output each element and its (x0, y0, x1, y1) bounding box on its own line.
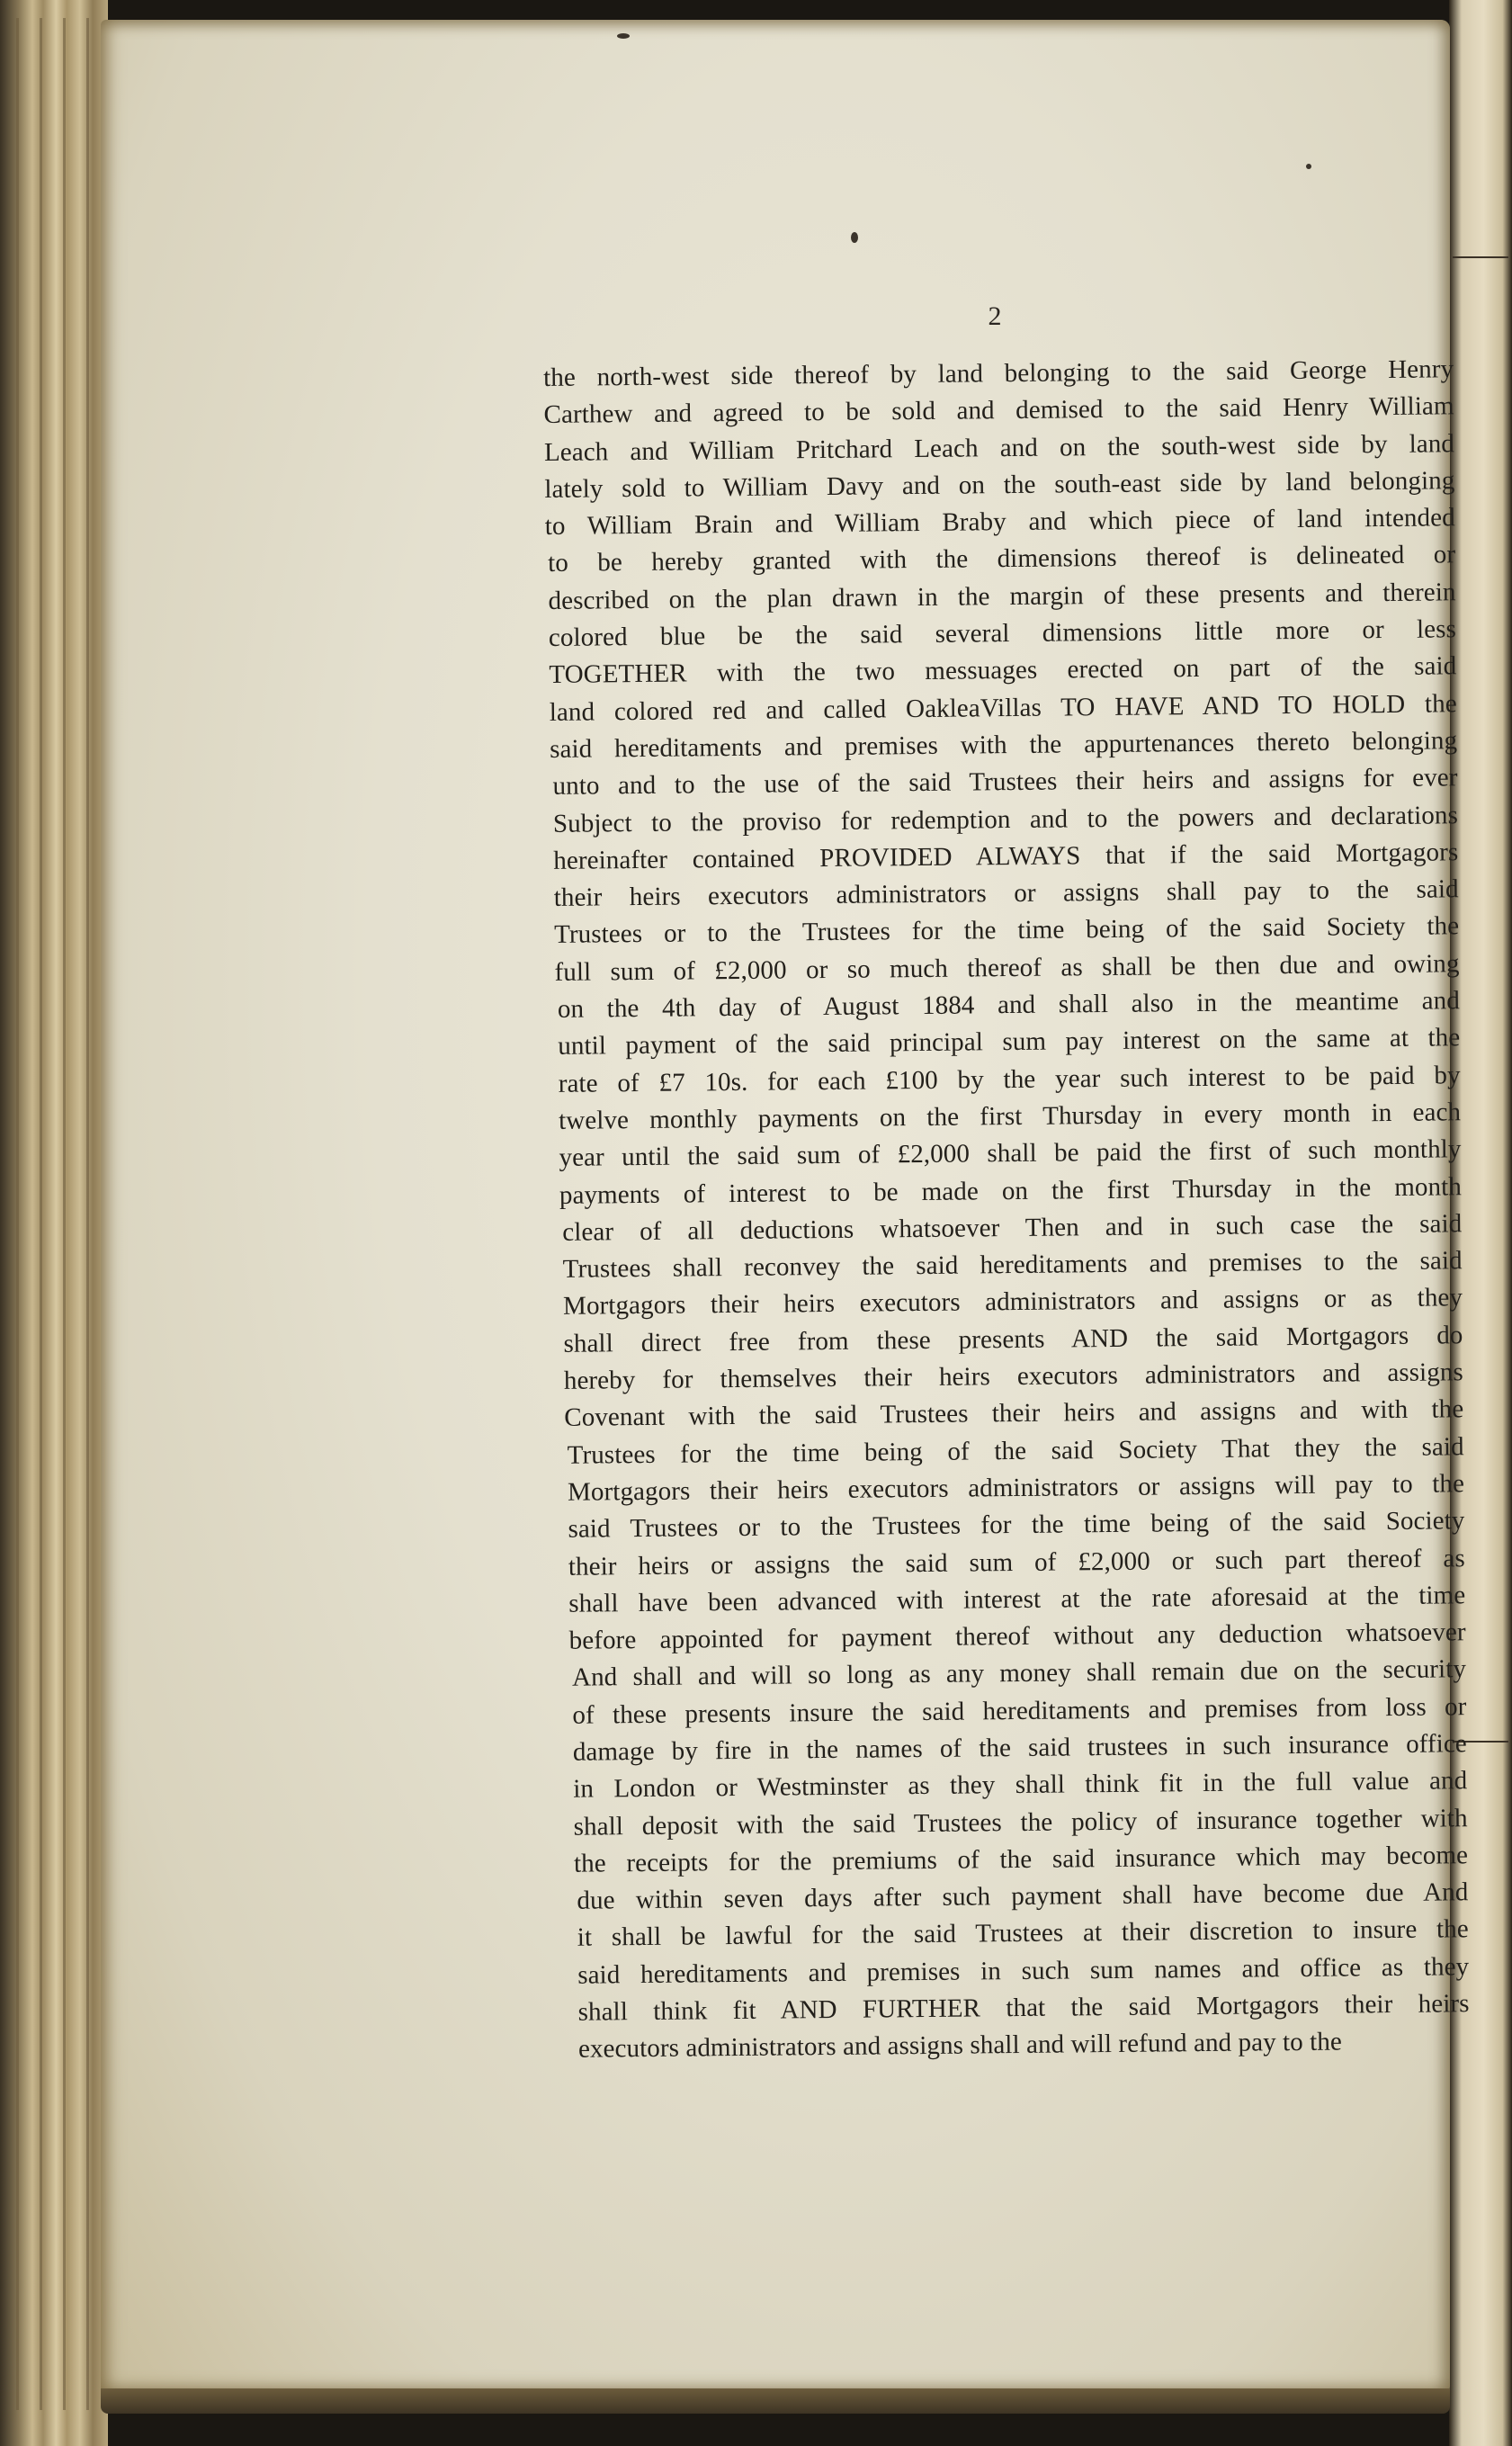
text-line: Trustees shall reconvey the said hereditaments and premises to the said (562, 1246, 1463, 1284)
text-line: Carthew and agreed to be sold and demised to the said Henry William (543, 391, 1454, 430)
text-line: shall deposit with the said Trustees the policy of insurance together with (573, 1803, 1468, 1841)
text-line: to William Brain and William Braby and which piece of land intended (544, 503, 1455, 542)
text-line: TOGETHER with the two messuages erected on part of the said (549, 651, 1457, 690)
text-line: lately sold to William Davy and on the south-east side by land belonging (544, 466, 1455, 504)
text-line: full sum of £2,000 or so much thereof as shall be then due and owing (554, 949, 1460, 987)
text-line: until payment of the said principal sum pay interest on the same at the (558, 1023, 1461, 1062)
ink-speck (1306, 164, 1311, 169)
text-line: before appointed for payment thereof without any deduction whatsoever (568, 1617, 1466, 1655)
page-bottom-edge (101, 2388, 1450, 2414)
deed-body-text (543, 351, 1470, 2068)
text-line: hereby for themselves their heirs executors administrators and assigns (563, 1357, 1464, 1395)
text-line: said hereditaments and premises with the appurtenances thereto belonging (550, 726, 1458, 764)
text-line: Trustees for the time being of the said Society That they the said (567, 1431, 1464, 1470)
book-binding (0, 0, 108, 2446)
text-line: unto and to the use of the said Trustees their heirs and assigns for ever (552, 763, 1458, 802)
text-line: of these presents insure the said hereditaments and premises from loss or (572, 1691, 1467, 1730)
text-line: year until the said sum of £2,000 shall be paid the first of such monthly (559, 1134, 1462, 1173)
text-line: described on the plan drawn in the margin of these presents and therein (548, 578, 1456, 615)
page-number: 2 (988, 301, 1002, 331)
text-line: to be hereby granted with the dimensions thereof is delineated or (548, 540, 1456, 578)
text-line: colored blue be the said several dimensions little more or less (548, 614, 1457, 653)
text-line: Trustees or to the Trustees for the time being of the said Society the (553, 911, 1460, 950)
text-line: Mortgagors their heirs executors administrators and assigns or as they (562, 1283, 1463, 1322)
text-line: the north-west side thereof by land belonging to the said George Henry (543, 354, 1454, 392)
text-line: Covenant with the said Trustees their heirs and assigns and with the (564, 1394, 1464, 1433)
text-line: Mortgagors their heirs executors administrators or assigns will pay to the (567, 1469, 1465, 1507)
text-line: twelve monthly payments on the first Thursday in every month in each (558, 1098, 1462, 1135)
page-edge (86, 18, 89, 2410)
ink-speck (851, 232, 858, 243)
text-line: rate of £7 10s. for each £100 by the year such interest to be paid by (558, 1060, 1461, 1098)
text-line: And shall and will so long as any money shall remain due on the security (571, 1654, 1467, 1693)
text-line: Subject to the proviso for redemption and to the powers and declarations (552, 800, 1459, 838)
text-line: it shall be lawful for the said Trustees at their discretion to insure the (577, 1914, 1469, 1953)
text-line: damage by fire in the names of the said trustees in such insurance office (572, 1729, 1467, 1767)
edge-mark (1453, 256, 1508, 258)
text-line: Leach and William Pritchard Leach and on the south-west side by land (543, 428, 1455, 467)
text-line: due within seven days after such payment shall have become due And (577, 1877, 1469, 1915)
text-line: the receipts for the premiums of the said insurance which may become (573, 1841, 1469, 1878)
text-line: on the 4th day of August 1884 and shall also in the meantime and (557, 986, 1461, 1024)
text-line: said Trustees or to the Trustees for the time being of the said Society (568, 1506, 1465, 1544)
page-edge (63, 18, 66, 2410)
text-line: clear of all deductions whatsoever Then and in such case the said (562, 1209, 1463, 1247)
text-line: hereinafter contained PROVIDED ALWAYS that if the said Mortgagors (553, 838, 1459, 875)
text-line: shall have been advanced with interest at the rate aforesaid at the time (568, 1581, 1466, 1618)
text-line: shall think fit AND FURTHER that the said Mortgagors their heirs (577, 1989, 1470, 2027)
text-line: shall direct free from these presents AND the said Mortgagors do (563, 1320, 1463, 1358)
text-line: land colored red and called OakleaVillas TO HAVE AND TO HOLD the (549, 688, 1457, 727)
text-line: payments of interest to be made on the first Thursday in the month (559, 1171, 1463, 1210)
text-line: executors administrators and assigns shall and will refund and pay to the (577, 2027, 1343, 2065)
page-edge (40, 18, 42, 2410)
text-line: their heirs executors administrators or assigns shall pay to the said (553, 874, 1459, 913)
text-line: their heirs or assigns the said sum of £2,000 or such part thereof as (568, 1543, 1465, 1581)
text-line: said hereditaments and premises in such sum names and office as they (577, 1951, 1470, 1990)
page-edge (16, 18, 19, 2410)
ink-speck (617, 33, 630, 39)
text-line: in London or Westminster as they shall think fit in the full value and (573, 1766, 1468, 1805)
